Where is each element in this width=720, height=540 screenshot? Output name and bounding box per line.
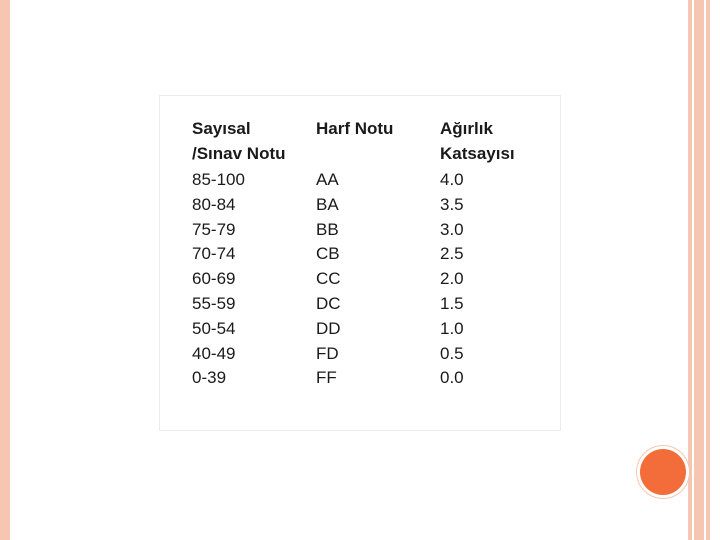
table-row <box>192 292 550 317</box>
cell-score: 55-59 <box>192 293 236 313</box>
header-weight-line1: Ağırlık <box>440 119 493 138</box>
table-row <box>192 317 550 342</box>
orange-circle-decoration <box>640 449 686 495</box>
header-letter <box>316 116 440 168</box>
cell-weight: 3.5 <box>440 194 464 214</box>
cell-weight: 4.0 <box>440 170 464 189</box>
cell-letter: AA <box>316 170 339 189</box>
table-row <box>192 267 550 292</box>
cell-score: 50-54 <box>192 318 236 338</box>
header-score-line2: /Sınav Notu <box>192 144 286 163</box>
cell-score: 80-84 <box>192 194 236 214</box>
header-score-line1: Sayısal <box>192 119 251 138</box>
right-border-stripe <box>706 0 710 540</box>
right-border-stripe <box>694 0 704 540</box>
cell-letter: CC <box>316 269 341 289</box>
grade-table-image <box>160 96 560 430</box>
left-border-decoration <box>0 0 10 540</box>
cell-weight: 1.0 <box>440 318 464 338</box>
cell-score: 60-69 <box>192 269 236 289</box>
cell-score: 75-79 <box>192 219 236 239</box>
cell-letter: BB <box>316 219 339 239</box>
cell-score: 85-100 <box>192 170 245 189</box>
cell-letter: CB <box>316 244 340 264</box>
table-row <box>192 366 550 391</box>
cell-letter: DD <box>316 318 341 338</box>
table-header-row <box>192 116 550 168</box>
cell-weight: 0.0 <box>440 368 464 388</box>
grade-table <box>192 116 550 391</box>
table-row <box>192 342 550 367</box>
table-row <box>192 193 550 218</box>
cell-weight: 2.0 <box>440 269 464 289</box>
cell-letter: BA <box>316 194 339 214</box>
header-letter-label: Harf Notu <box>316 119 394 138</box>
cell-score: 40-49 <box>192 343 236 363</box>
cell-weight: 1.5 <box>440 293 464 313</box>
cell-letter: DC <box>316 293 341 313</box>
cell-weight: 2.5 <box>440 244 464 264</box>
header-weight <box>440 116 550 168</box>
table-row <box>192 168 550 193</box>
cell-score: 70-74 <box>192 244 236 264</box>
header-score <box>192 116 316 168</box>
table-row <box>192 242 550 267</box>
header-weight-line2: Katsayısı <box>440 144 515 163</box>
cell-weight: 0.5 <box>440 343 464 363</box>
right-border-stripe <box>688 0 692 540</box>
table-row <box>192 218 550 243</box>
cell-weight: 3.0 <box>440 219 464 239</box>
cell-letter: FD <box>316 343 339 363</box>
cell-letter: FF <box>316 368 337 388</box>
cell-score: 0-39 <box>192 368 227 388</box>
